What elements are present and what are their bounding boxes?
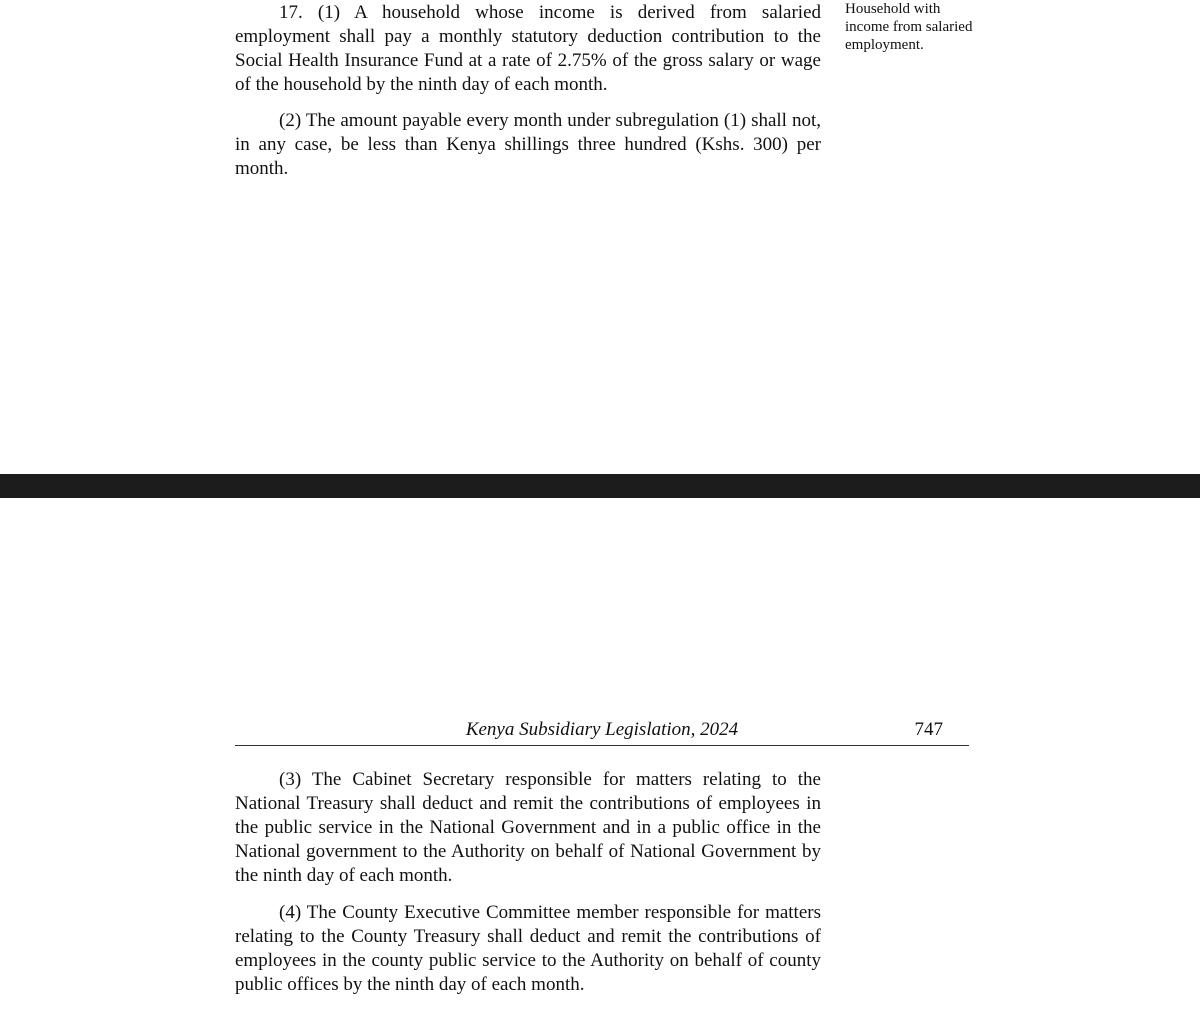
subregulation-17-3: (3) The Cabinet Secretary responsible for matters relating to the National Treasury shall deduct and remit the contributions of employees in the public service in the National Government and in a public office in the National government to the Authority on behalf of National Government by the ninth day of each month. xyxy=(235,769,821,886)
bottom-page xyxy=(0,498,1200,1027)
running-header xyxy=(235,718,969,746)
subregulation-17-2: (2) The amount payable every month under subregulation (1) shall not, in any case, be less than Kenya shillings three hundred (Kshs. 300) per month. xyxy=(235,110,821,179)
page-separator xyxy=(0,474,1200,498)
page-number: 747 xyxy=(914,719,943,740)
running-header-title: Kenya Subsidiary Legislation, 2024 xyxy=(465,719,739,740)
subregulation-17-1: 17. (1) A household whose income is derived from salaried employment shall pay a monthly statutory deduction contribution to the Social Health Insurance Fund at a rate of 2.75% of the gross salary or wage of the household by the ninth day of each month. xyxy=(235,2,821,95)
top-page xyxy=(0,0,1200,474)
subregulation-17-4: (4) The County Executive Committee member responsible for matters relating to the County Treasury shall deduct and remit the contributions of employees in the county public service to the Authority on behalf of county public offices by the ninth day of each month. xyxy=(235,902,821,995)
margin-note: Household with income from salaried employment. xyxy=(845,1,973,53)
